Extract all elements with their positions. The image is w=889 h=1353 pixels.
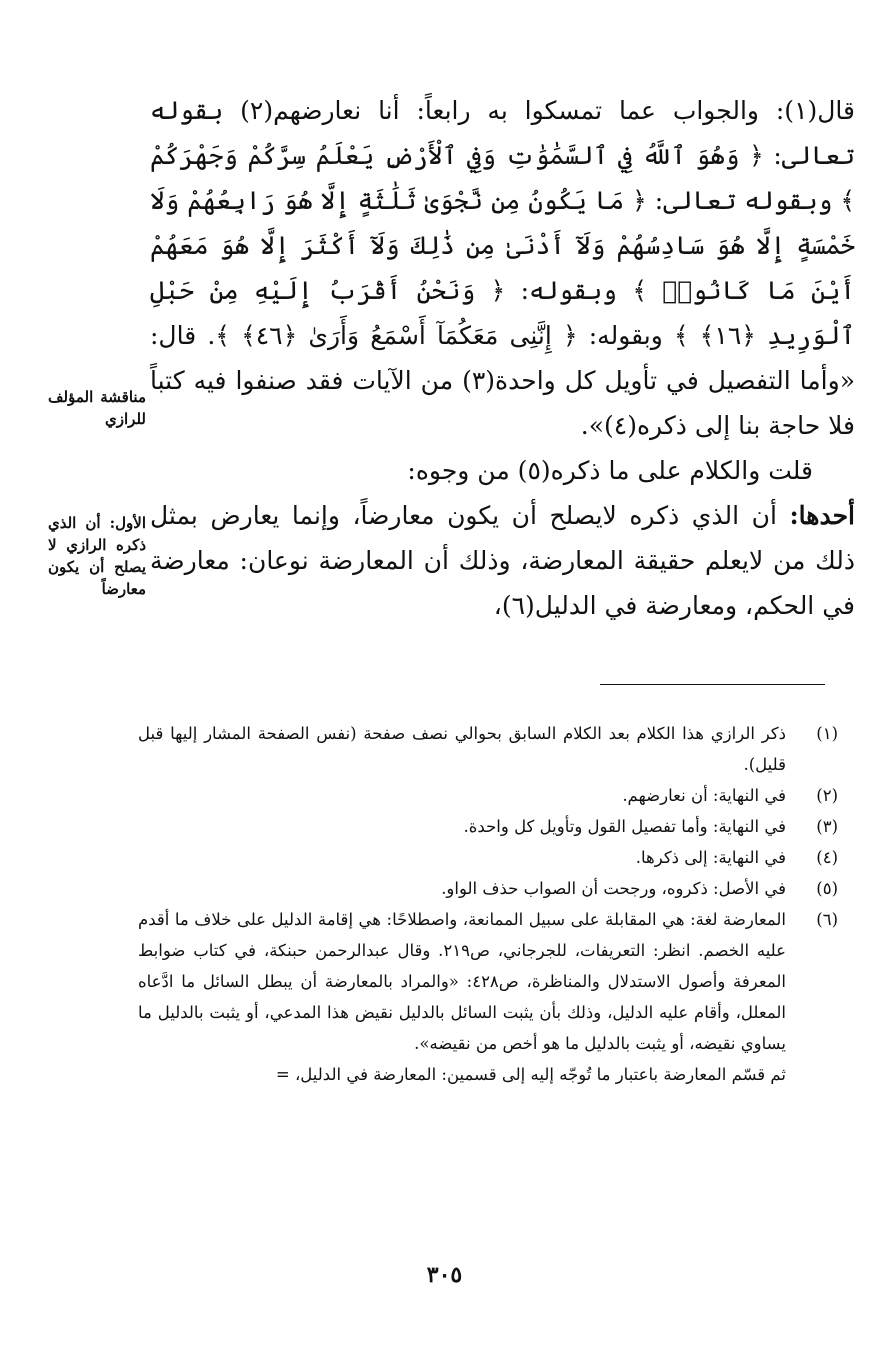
footnote-item [138, 780, 838, 811]
footnote-text: في النهاية: أن نعارضهم. [622, 786, 786, 805]
footnote-text: في النهاية: إلى ذكرها. [635, 848, 786, 867]
footnote-continuation: ثم قسّم المعارضة باعتبار ما تُوجّه إليه إلى قسمين: المعارضة في الدليل، = [275, 1065, 786, 1084]
footnote-number: (٤) [816, 848, 838, 867]
footnote-number: (٢) [816, 786, 838, 805]
footnote-number: (٣) [816, 817, 838, 836]
footnote-item [138, 718, 838, 780]
footnote-item [138, 873, 838, 904]
footnotes-section [138, 718, 838, 1090]
footnote-item [138, 904, 838, 1059]
margin-note: مناقشة المؤلف للرازي [48, 388, 146, 428]
main-paragraph: قال(١): والجواب عما تمسكوا به رابعاً: أنا نعارضهم(٢) بقوله تعالى: ﴿ وَهُوَ ٱللَّهُ فِي ٱلسَّمَٰوَٰتِ وَفِي ٱلْأَرْضِ يَعْلَمُ سِرَّكُمْ وَجَهْرَكُمْ ﴾ وبقوله تعالى: ﴿ مَا يَكُونُ مِن نَّجْوَىٰ ثَلَٰثَةٍ إِلَّا هُوَ رَابِعُهُمْ وَلَا خَمْسَةٍ إِلَّا هُوَ سَادِسُهُمْ وَلَآ أَدْنَىٰ مِن ذَٰلِكَ وَلَآ أَكْثَرَ إِلَّا هُوَ مَعَهُمْ أَيْنَ مَا كَانُوا۟ ﴾ وبقوله: ﴿ وَنَحْنُ أَقْرَبُ إِلَيْهِ مِنْ حَبْلِ ٱلْوَرِيدِ ﴿١٦﴾ ﴾ وبقوله: ﴿ إِنَّنِى مَعَكُمَآ أَسْمَعُ وَأَرَىٰ ﴿٤٦﴾ ﴾. قال: «وأما التفصيل في تأويل كل واحدة(٣) من الآيات فقد صنفوا فيه كتباً فلا حاجة بنا إلى ذكره(٤)». [150, 96, 855, 440]
footnote-text: ذكر الرازي هذا الكلام بعد الكلام السابق بحوالي نصف صفحة (نفس الصفحة المشار إليها قبل قليل). [138, 724, 786, 774]
main-body-text [150, 88, 855, 628]
main-paragraph: قلت والكلام على ما ذكره(٥) من وجوه: [407, 456, 813, 485]
paragraph-text: أن الذي ذكره لايصلح أن يكون معارضاً، وإنما يعارض بمثل ذلك من لايعلم حقيقة المعارضة، وذلك أن المعارضة نوعان: معارضة في الحكم، ومعارضة في الدليل(٦)، [150, 501, 855, 620]
footnote-number: (٥) [816, 879, 838, 898]
footnote-number: (٦) [816, 910, 838, 929]
footnote-item [138, 842, 838, 873]
footnote-number: (١) [816, 724, 838, 743]
footnote-text: المعارضة لغة: هي المقابلة على سبيل الممانعة، واصطلاحًا: هي إقامة الدليل على خلاف ما أقدم عليه الخصم. انظر: التعريفات، للجرجاني، ص٢١٩. وقال عبدالرحمن حبنكة، في كتاب ضوابط المعرفة وأصول الاستدلال والمناظرة، ص٤٢٨: «والمراد بالمعارضة أن يبطل السائل ما ادَّعاه المعلل، وأقام عليه الدليل، وذلك بأن يثبت السائل بالدليل نقيض هذا المدعي، أو يثبت بالدليل ما يساوي نقيضه، أو يثبت بالدليل ما هو أخص من نقيضه». [138, 910, 786, 1053]
paragraph-lead-word: أحدها: [789, 501, 855, 530]
margin-note: الأول: أن الذي ذكره الرازي لا يصلح أن يكون معارضاً [48, 514, 146, 598]
main-paragraph [150, 493, 855, 628]
page-number: ٣٠٥ [426, 1262, 463, 1288]
footnote-text: في الأصل: ذكروه، ورجحت أن الصواب حذف الواو. [441, 879, 786, 898]
footnote-text: في النهاية: وأما تفصيل القول وتأويل كل واحدة. [463, 817, 786, 836]
footnote-separator [600, 684, 825, 685]
footnote-item [138, 811, 838, 842]
